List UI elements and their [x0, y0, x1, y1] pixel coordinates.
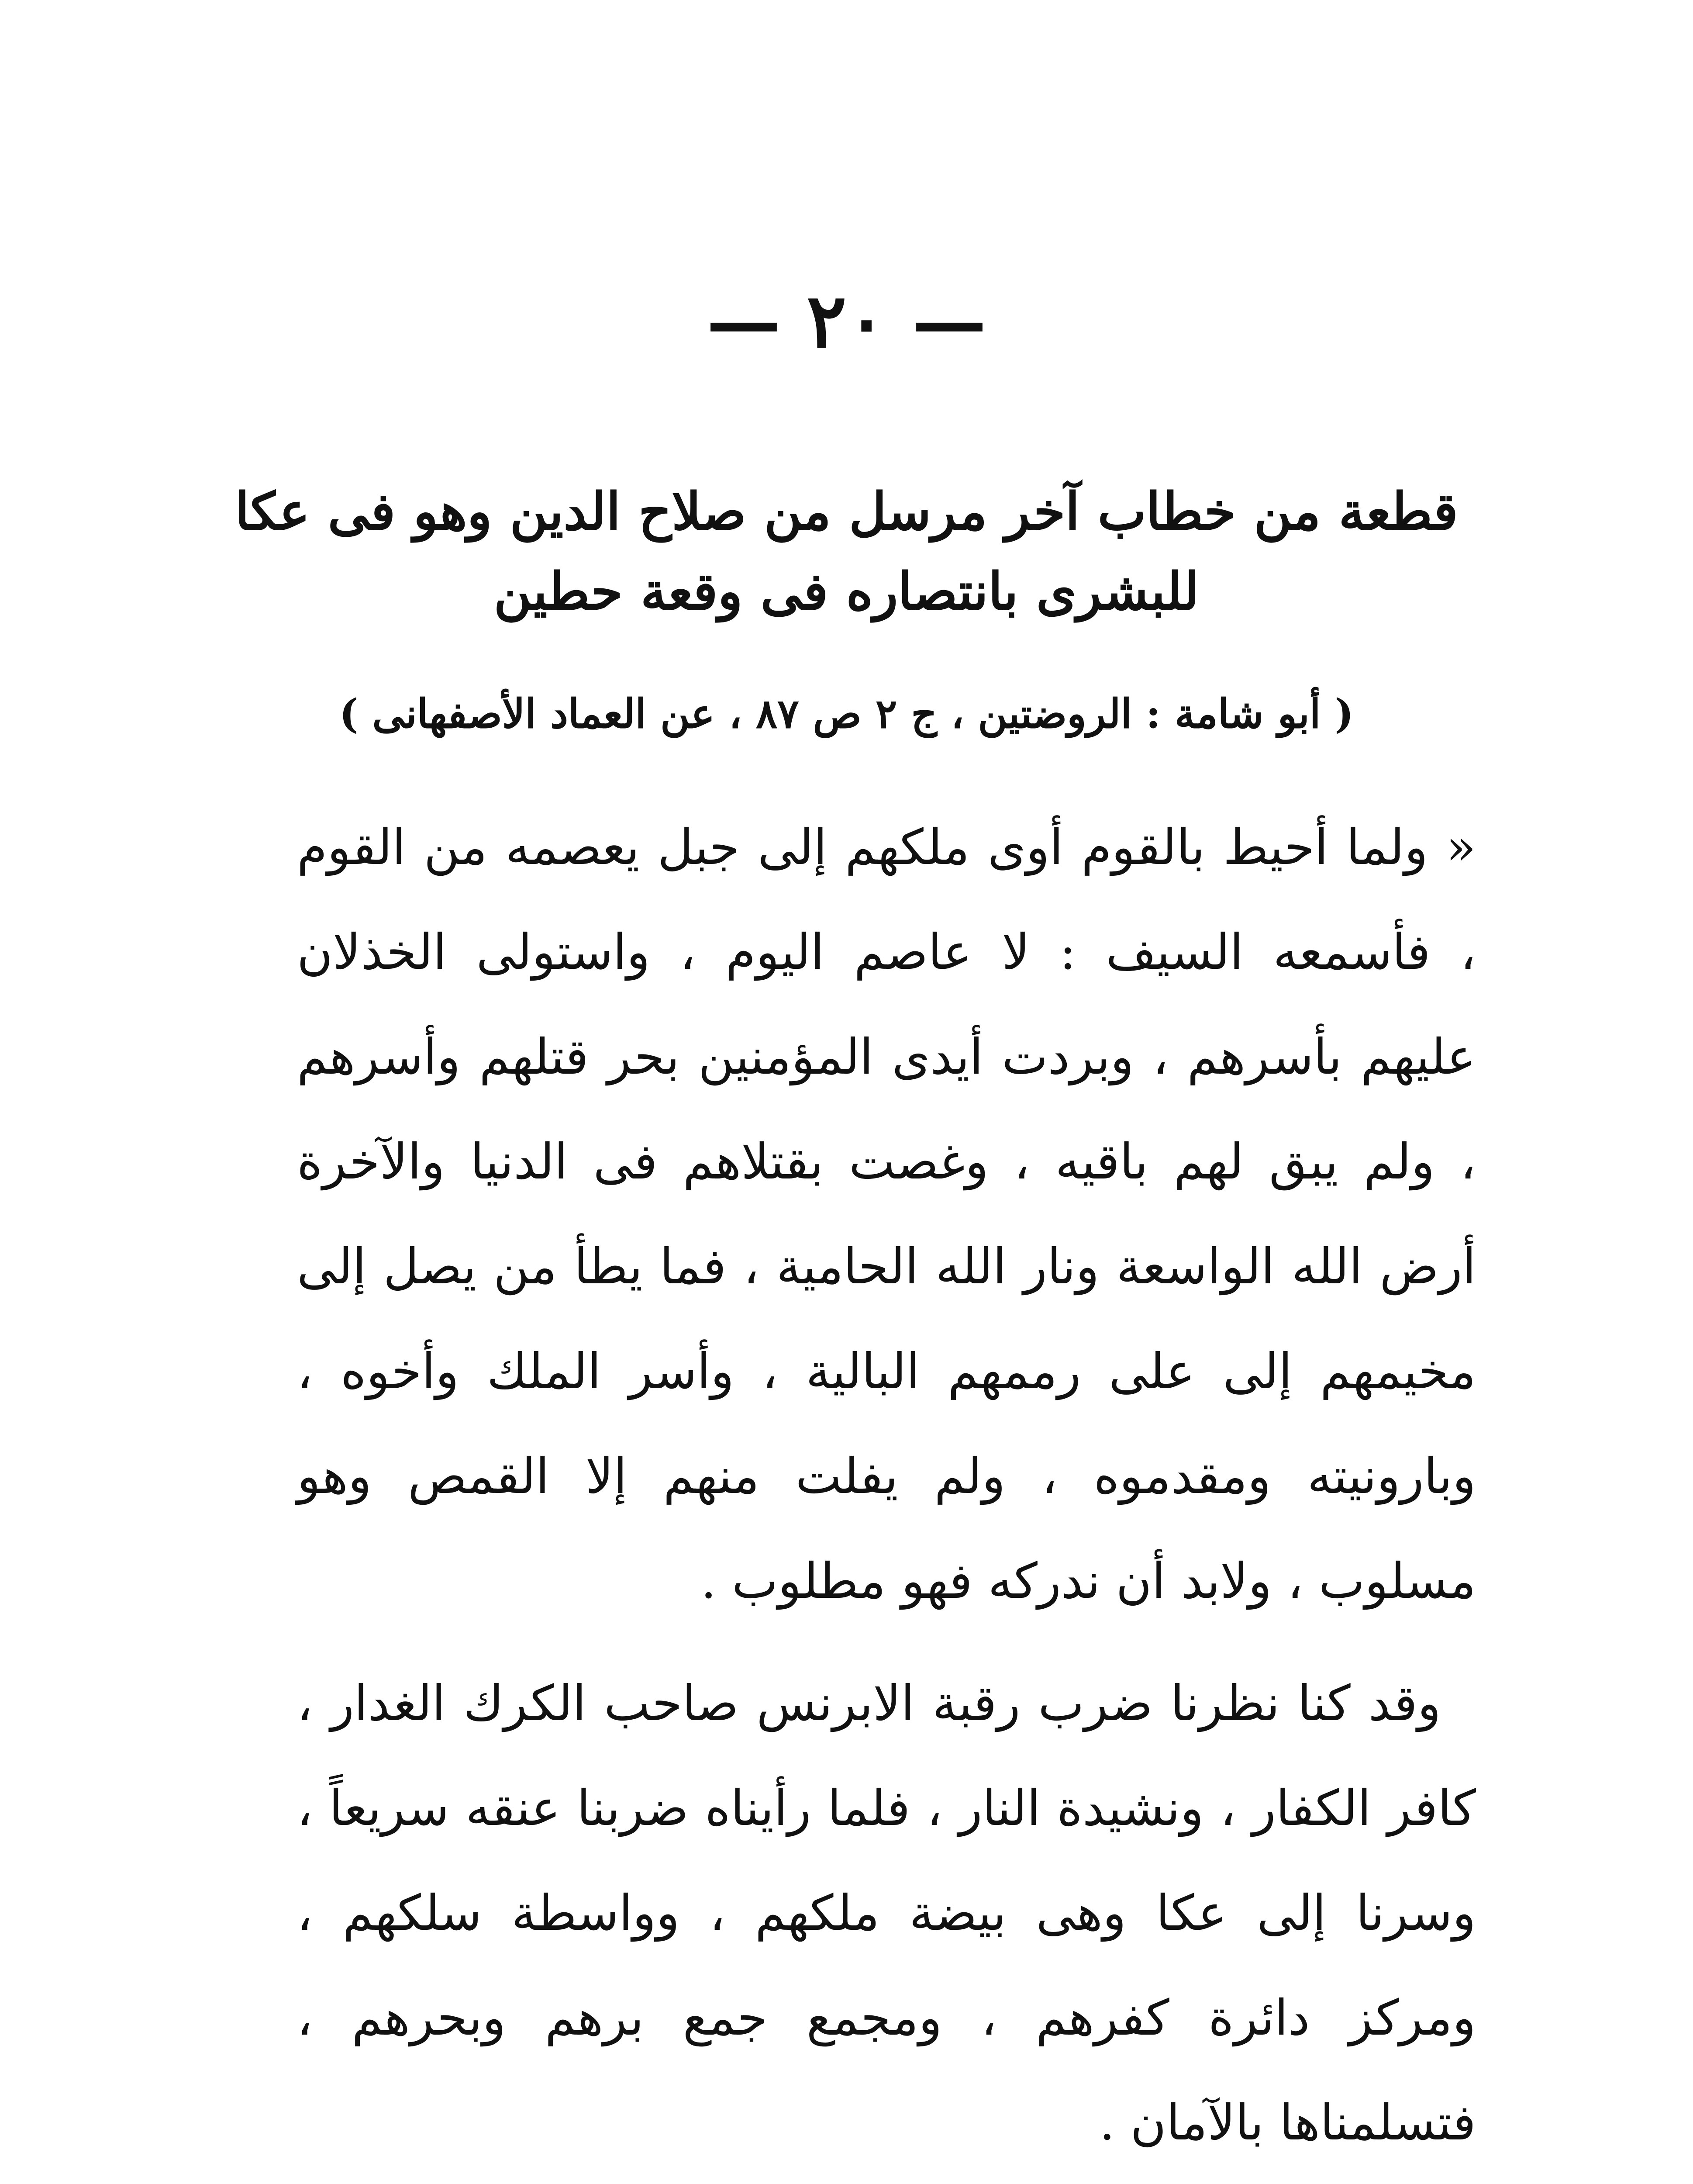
- section-heading: [0, 472, 1693, 632]
- heading-line-1: قطعة من خطاب آخر مرسل من صلاح الدين وهو فى عكا: [234, 481, 1458, 542]
- heading-line-2: للبشرى بانتصاره فى وقعة حطين: [493, 560, 1200, 622]
- body-text: [297, 795, 1476, 2184]
- page-number: — ٢٠ —: [707, 277, 986, 365]
- paragraph-1: « ولما أحيط بالقوم أوى ملكهم إلى جبل يعصمه من القوم ، فأسمعه السيف : لا عاصم اليوم ، واستولى الخذلان عليهم بأسرهم ، وبردت أيدى المؤمنين بحر قتلهم وأسرهم ، ولم يبق لهم باقيه ، وغصت بقتلاهم فى الدنيا والآخرة أرض الله الواسعة ونار الله الحامية ، فما يطأ من يصل إلى مخيمهم إلى على رممهم البالية ، وأسر الملك وأخوه ، وبارونيته ومقدموه ، ولم يفلت منهم إلا القمص وهو مسلوب ، ولابد أن ندركه فهو مطلوب .: [297, 819, 1476, 1610]
- paragraph-2: وقد كنا نظرنا ضرب رقبة الابرنس صاحب الكرك الغدار ، كافر الكفار ، ونشيدة النار ، فلما رأيناه ضربنا عنقه سريعاً ، وسرنا إلى عكا وهى بيضة ملكهم ، وواسطة سلكهم ، ومركز دائرة كفرهم ، ومجمع جمع برهم وبحرهم ، فتسلمناها بالآمان .: [297, 1675, 1476, 2151]
- source-citation: ( أبو شامة : الروضتين ، ج ٢ ص ٨٧ ، عن العماد الأصفهانى ): [339, 690, 1354, 737]
